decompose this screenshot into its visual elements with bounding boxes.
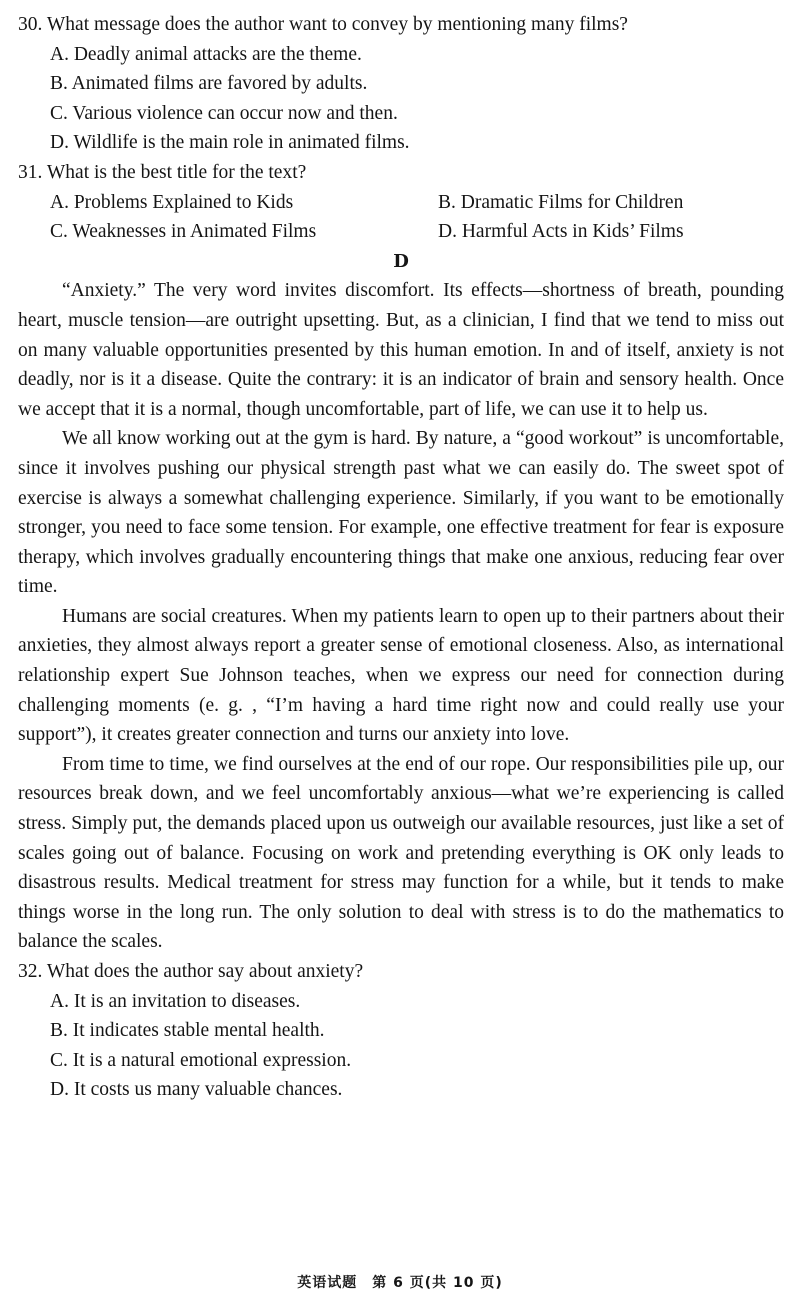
passage-body xyxy=(18,276,784,957)
exam-page xyxy=(18,10,784,1105)
option-b: B. It indicates stable mental health. xyxy=(50,1020,325,1042)
options-row xyxy=(18,217,784,247)
question-30 xyxy=(18,10,784,158)
question-31 xyxy=(18,158,784,247)
paragraph: We all know working out at the gym is hard. By nature, a “good workout” is uncomfortable, since it involves pushing our physical strength past what we can easily do. The sweet spot of exercise is always a somewhat challenging experience. Similarly, if you want to be emotionally stronger, you need to face some tension. For example, one effective treatment for fear is exposure therapy, which involves gradually encountering things that make one anxious, reducing fear over time. xyxy=(18,428,784,598)
option-c: C. Weaknesses in Animated Films xyxy=(50,221,317,243)
option-d: D. It costs us many valuable chances. xyxy=(50,1079,343,1101)
options-row xyxy=(18,188,784,218)
paragraph: “Anxiety.” The very word invites discomfort. Its effects—shortness of breath, pounding heart, muscle tension—are outright upsetting. But, as a clinician, I find that we tend to miss out on many valuable opportunities presented by this human emotion. In and of itself, anxiety is not deadly, nor is it a disease. Quite the contrary: it is an indicator of brain and sensory health. Once we accept that it is a normal, though uncomfortable, part of life, we can use it to help us. xyxy=(18,280,784,420)
paragraph: Humans are social creatures. When my patients learn to open up to their partners about their anxieties, they almost always report a greater sense of emotional closeness. Also, as international relationship expert Sue Johnson teaches, when we express our need for connection during challenging moments (e. g. , “I’m having a hard time right now and could really use your support”), it creates greater connection and turns our anxiety into love. xyxy=(18,605,784,746)
question-stem: 32. What does the author say about anxiety? xyxy=(18,961,364,982)
option-b: B. Animated films are favored by adults. xyxy=(50,73,368,95)
page-footer: 英语试题 第 6 页(共 10 页) xyxy=(297,1275,503,1291)
question-stem: 30. What message does the author want to convey by mentioning many films? xyxy=(18,14,628,35)
option-d: D. Harmful Acts in Kids’ Films xyxy=(438,221,684,243)
option-a: A. Deadly animal attacks are the theme. xyxy=(50,43,362,65)
question-32 xyxy=(18,957,784,1105)
paragraph: From time to time, we find ourselves at the end of our rope. Our responsibilities pile up, our resources break down, and we feel uncomfortably anxious—what we’re experiencing is called stress. Simply put, the demands placed upon us outweigh our available resources, just like a set of scales going out of balance. Focusing on work and pretending everything is OK only leads to disastrous results. Medical treatment for stress may function for a while, but it tends to make things worse in the long run. The only solution to deal with stress is to do the mathematics to balance the scales. xyxy=(18,753,784,953)
option-d: D. Wildlife is the main role in animated films. xyxy=(50,132,410,154)
option-a: A. Problems Explained to Kids xyxy=(50,191,294,213)
option-c: C. Various violence can occur now and then. xyxy=(50,102,398,124)
option-a: A. It is an invitation to diseases. xyxy=(50,990,301,1012)
option-c: C. It is a natural emotional expression. xyxy=(50,1049,352,1071)
passage-letter: D xyxy=(393,250,409,272)
question-stem: 31. What is the best title for the text? xyxy=(18,161,307,183)
option-b: B. Dramatic Films for Children xyxy=(438,191,684,213)
